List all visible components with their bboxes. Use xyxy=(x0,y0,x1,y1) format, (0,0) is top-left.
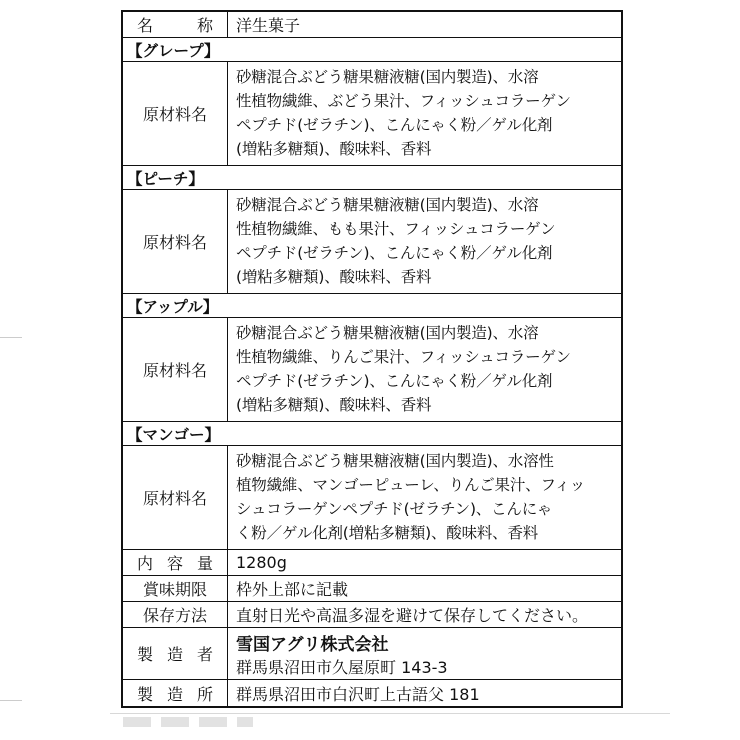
mango-ingredients-text xyxy=(228,446,621,549)
best-before-value: 枠外上部に記載 xyxy=(236,580,349,599)
apple-ingredients-label: 原材料名 xyxy=(123,318,228,421)
factory-label-char-3: 所 xyxy=(196,684,213,704)
apple-line-2: 性植物繊維、りんご果汁、フィッシュコラーゲン xyxy=(236,348,571,366)
mango-line-4: く粉／ゲル化剤(増粘多糖類)、酸味料、香料 xyxy=(236,524,539,542)
name-label xyxy=(123,12,228,37)
peach-ingredients-label: 原材料名 xyxy=(123,190,228,293)
best-before-label: 賞味期限 xyxy=(123,576,228,601)
factory-label-char-2: 造 xyxy=(166,684,183,704)
peach-line-3: ペプチド(ゼラチン)、こんにゃく粉／ゲル化剤 xyxy=(236,244,553,262)
content-row xyxy=(123,550,621,576)
storage-value: 直射日光や高温多湿を避けて保存してください。 xyxy=(236,606,589,625)
name-label-char-2: 称 xyxy=(196,16,213,35)
factory-address: 群馬県沼田市白沢町上古語父 181 xyxy=(236,684,480,704)
peach-line-4: (増粘多糖類)、酸味料、香料 xyxy=(236,268,432,286)
left-edge-mark-upper xyxy=(0,337,22,338)
peach-heading: 【ピーチ】 xyxy=(123,166,621,190)
peach-line-2: 性植物繊維、もも果汁、フィッシュコラーゲン xyxy=(236,220,556,238)
apple-line-4: (増粘多糖類)、酸味料、香料 xyxy=(236,396,432,414)
apple-line-3: ペプチド(ゼラチン)、こんにゃく粉／ゲル化剤 xyxy=(236,372,553,390)
grape-line-3: ペプチド(ゼラチン)、こんにゃく粉／ゲル化剤 xyxy=(236,116,553,134)
grape-ingredients-text xyxy=(228,62,621,165)
content-label-char-3: 量 xyxy=(196,554,213,573)
apple-ingredients-row xyxy=(123,318,621,422)
seller-label-char-2: 造 xyxy=(166,645,183,664)
grape-ingredients-row xyxy=(123,62,621,166)
seller-value xyxy=(228,628,621,679)
company-address: 群馬県沼田市久屋原町 143-3 xyxy=(236,657,448,677)
content-value: 1280g xyxy=(236,553,287,572)
grape-heading: 【グレープ】 xyxy=(123,38,621,62)
seller-label-char-1: 製 xyxy=(137,645,154,664)
apple-line-1: 砂糖混合ぶどう糖果糖液糖(国内製造)、水溶 xyxy=(236,324,539,342)
company-name: 雪国アグリ株式会社 xyxy=(236,634,389,655)
seller-label xyxy=(123,628,228,679)
peach-line-1: 砂糖混合ぶどう糖果糖液糖(国内製造)、水溶 xyxy=(236,196,539,214)
mango-line-2: 植物繊維、マンゴーピューレ、りんご果汁、フィッ xyxy=(236,476,586,494)
mango-line-1: 砂糖混合ぶどう糖果糖液糖(国内製造)、水溶性 xyxy=(236,452,554,470)
name-label-char-1: 名 xyxy=(137,16,154,35)
grape-line-1: 砂糖混合ぶどう糖果糖液糖(国内製造)、水溶 xyxy=(236,68,539,86)
apple-ingredients-text xyxy=(228,318,621,421)
apple-heading: 【アップル】 xyxy=(123,294,621,318)
mango-ingredients-label: 原材料名 xyxy=(123,446,228,549)
best-before-row xyxy=(123,576,621,602)
seller-label-char-3: 者 xyxy=(196,645,213,664)
content-label xyxy=(123,550,228,575)
seller-row xyxy=(123,628,621,680)
content-label-char-2: 容 xyxy=(166,554,183,573)
mango-line-3: シュコラーゲンペプチド(ゼラチン)、こんにゃ xyxy=(236,500,552,518)
factory-row xyxy=(123,680,621,706)
grape-ingredients-label: 原材料名 xyxy=(123,62,228,165)
faint-bottom-marks xyxy=(123,717,253,727)
peach-ingredients-row xyxy=(123,190,621,294)
name-row xyxy=(123,12,621,38)
content-label-char-1: 内 xyxy=(137,554,154,573)
mango-ingredients-row xyxy=(123,446,621,550)
grape-line-4: (増粘多糖類)、酸味料、香料 xyxy=(236,140,432,158)
factory-label-char-1: 製 xyxy=(137,684,154,704)
grape-line-2: 性植物繊維、ぶどう果汁、フィッシュコラーゲン xyxy=(236,92,571,110)
left-edge-mark-lower xyxy=(0,700,22,701)
bottom-divider xyxy=(110,713,670,714)
food-label-table xyxy=(121,10,623,708)
name-value: 洋生菓子 xyxy=(236,16,301,35)
storage-label: 保存方法 xyxy=(123,602,228,627)
peach-ingredients-text xyxy=(228,190,621,293)
storage-row xyxy=(123,602,621,628)
mango-heading: 【マンゴー】 xyxy=(123,422,621,446)
factory-label xyxy=(123,680,228,706)
